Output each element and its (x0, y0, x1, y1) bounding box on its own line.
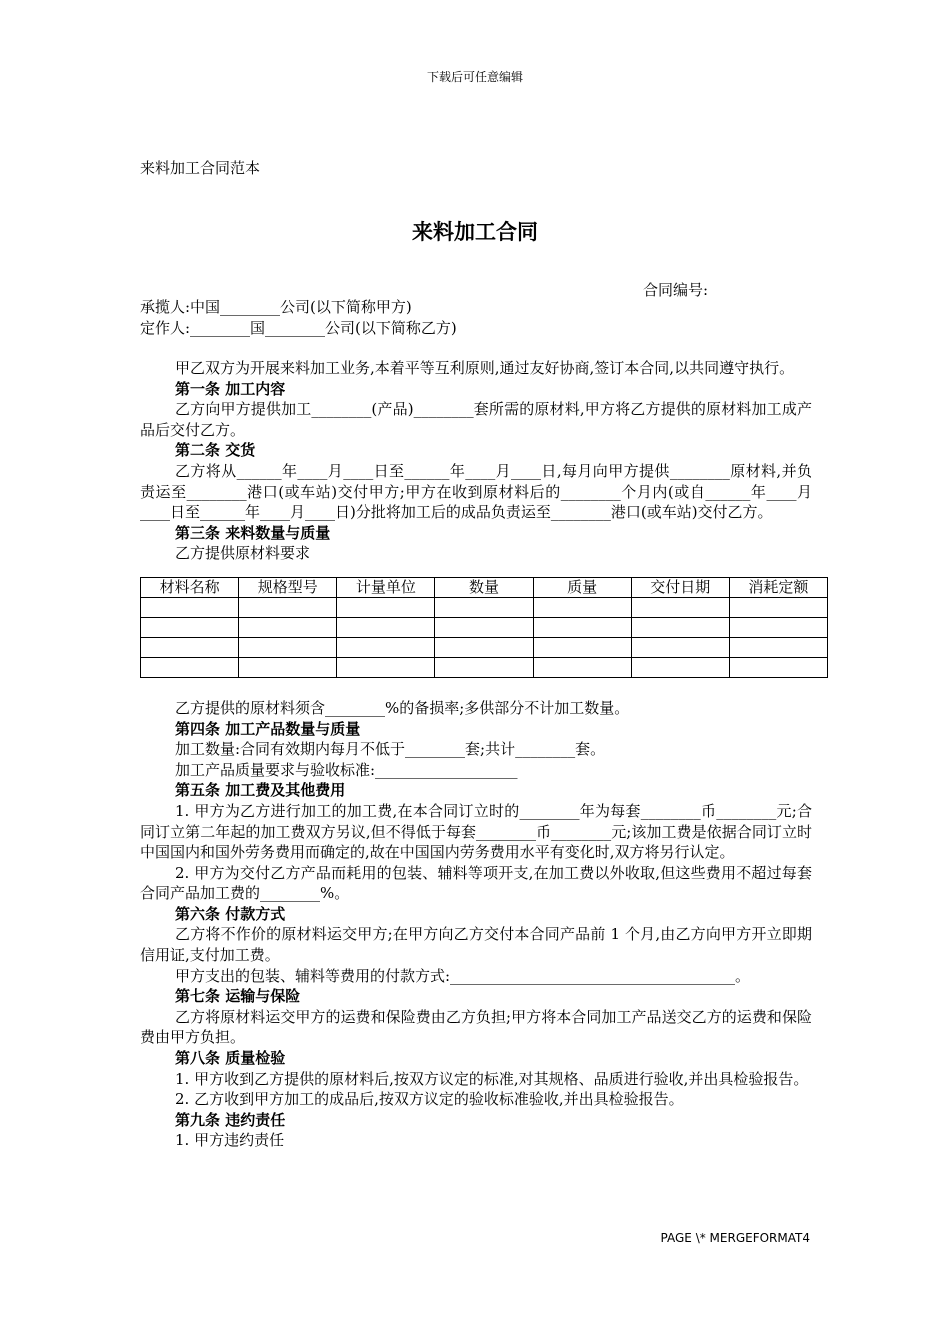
table-header-cell: 消耗定额 (729, 577, 827, 597)
document-subtitle: 来料加工合同范本 (140, 159, 261, 177)
table-row (141, 597, 828, 617)
table-cell (729, 637, 827, 657)
article-5-heading: 第五条 加工费及其他费用 (175, 781, 346, 800)
table-header-cell: 材料名称 (141, 577, 239, 597)
table-header-cell: 质量 (533, 577, 631, 597)
article-6-paragraph-2: 甲方支出的包装、辅料等费用的付款方式:______________________________________。 (175, 966, 751, 985)
page-footer: PAGE \* MERGEFORMAT4 (660, 1231, 810, 1245)
table-cell (141, 597, 239, 617)
contract-body (140, 358, 812, 1151)
table-cell (729, 657, 827, 677)
table-cell (729, 597, 827, 617)
article-3-heading: 第三条 来料数量与质量 (175, 523, 331, 542)
article-2-paragraph: 乙方将从______年____月____日至______年____月____日,每月向甲方提供________原材料,并负责运至________港口(或车站)交付甲方;甲方在收到原材料后的________个月内(或自______年____月____日至______年____月____日)分批将加工后的成品负责运至________港口(或车站)交付乙方。 (140, 461, 812, 522)
table-cell (141, 617, 239, 637)
table-cell (239, 617, 337, 637)
article-8-paragraph-1: 1. 甲方收到乙方提供的原材料后,按双方议定的标准,对其规格、品质进行验收,并出具检验报告。 (175, 1069, 809, 1088)
document-title: 来料加工合同 (412, 219, 538, 244)
table-header-cell: 数量 (435, 577, 533, 597)
table-header-cell: 规格型号 (239, 577, 337, 597)
party-b-line: 定作人:________国________公司(以下简称乙方) (140, 319, 457, 337)
article-8-heading: 第八条 质量检验 (175, 1049, 286, 1068)
table-row (141, 617, 828, 637)
table-cell (435, 597, 533, 617)
table-row (141, 637, 828, 657)
article-7-paragraph: 乙方将原材料运交甲方的运费和保险费由乙方负担;甲方将本合同加工产品送交乙方的运费和保险费由甲方负担。 (140, 1007, 812, 1047)
table-cell (337, 597, 435, 617)
table-cell (141, 637, 239, 657)
article-8-paragraph-2: 2. 乙方收到甲方加工的成品后,按双方议定的验收标准验收,并出具检验报告。 (175, 1090, 684, 1109)
article-1-heading: 第一条 加工内容 (175, 379, 286, 398)
article-6-heading: 第六条 付款方式 (175, 904, 286, 923)
header-note: 下载后可任意编辑 (426, 70, 523, 84)
table-cell (631, 657, 729, 677)
table-cell (239, 597, 337, 617)
table-cell (533, 617, 631, 637)
article-1-paragraph: 乙方向甲方提供加工________(产品)________套所需的原材料,甲方将乙方提供的原材料加工成产品后交付乙方。 (140, 400, 812, 439)
article-5-paragraph-2: 2. 甲方为交付乙方产品而耗用的包装、辅料等项开支,在加工费以外收取,但这些费用不超过每套合同产品加工费的________%。 (140, 863, 812, 903)
table-cell (631, 597, 729, 617)
article-9-paragraph: 1. 甲方违约责任 (175, 1131, 285, 1150)
table-cell (337, 637, 435, 657)
table-cell (239, 657, 337, 677)
table-cell (631, 637, 729, 657)
intro-paragraph: 甲乙双方为开展来料加工业务,本着平等互利原则,通过友好协商,签订本合同,以共同遵守执行。 (175, 359, 795, 377)
table-header-cell: 计量单位 (337, 577, 435, 597)
contract-number-label: 合同编号: (643, 281, 709, 299)
table-cell (533, 597, 631, 617)
table-cell (239, 637, 337, 657)
article-6-paragraph-1: 乙方将不作价的原材料运交甲方;在甲方向乙方交付本合同产品前 1 个月,由乙方向甲方开立即期信用证,支付加工费。 (140, 925, 812, 965)
table-cell (435, 657, 533, 677)
table-cell (729, 617, 827, 637)
table-cell (141, 657, 239, 677)
table-cell (337, 657, 435, 677)
article-5-paragraph-1: 1. 甲方为乙方进行加工的加工费,在本合同订立时的________年为每套________币________元;合同订立第二年起的加工费双方另议,但不得低于每套________币________元;该加工费是依据合同订立时中国国内和国外劳务费用而确定的,故在中国国内劳务费用水平有变化时,双方将另行认定。 (140, 801, 812, 862)
article-4-quality: 加工产品质量要求与验收标准:___________________ (175, 760, 518, 779)
party-a-line: 承揽人:中国________公司(以下简称甲方) (140, 298, 412, 316)
table-cell (631, 617, 729, 637)
material-table-header-row (141, 577, 828, 597)
article-4-quantity: 加工数量:合同有效期内每月不低于________套;共计________套。 (175, 740, 606, 759)
table-cell (533, 637, 631, 657)
article-2-heading: 第二条 交货 (175, 441, 256, 460)
article-4-heading: 第四条 加工产品数量与质量 (175, 719, 361, 738)
material-table (140, 577, 828, 678)
table-cell (435, 617, 533, 637)
table-cell (533, 657, 631, 677)
table-row (141, 657, 828, 677)
table-header-cell: 交付日期 (631, 577, 729, 597)
article-7-heading: 第七条 运输与保险 (175, 987, 301, 1006)
article-9-heading: 第九条 违约责任 (175, 1110, 286, 1129)
table-cell (435, 637, 533, 657)
table-cell (337, 617, 435, 637)
article-3-loss-rate: 乙方提供的原材料须含________%的备损率;多供部分不计加工数量。 (175, 698, 630, 717)
article-3-paragraph: 乙方提供原材料要求 (175, 544, 311, 563)
